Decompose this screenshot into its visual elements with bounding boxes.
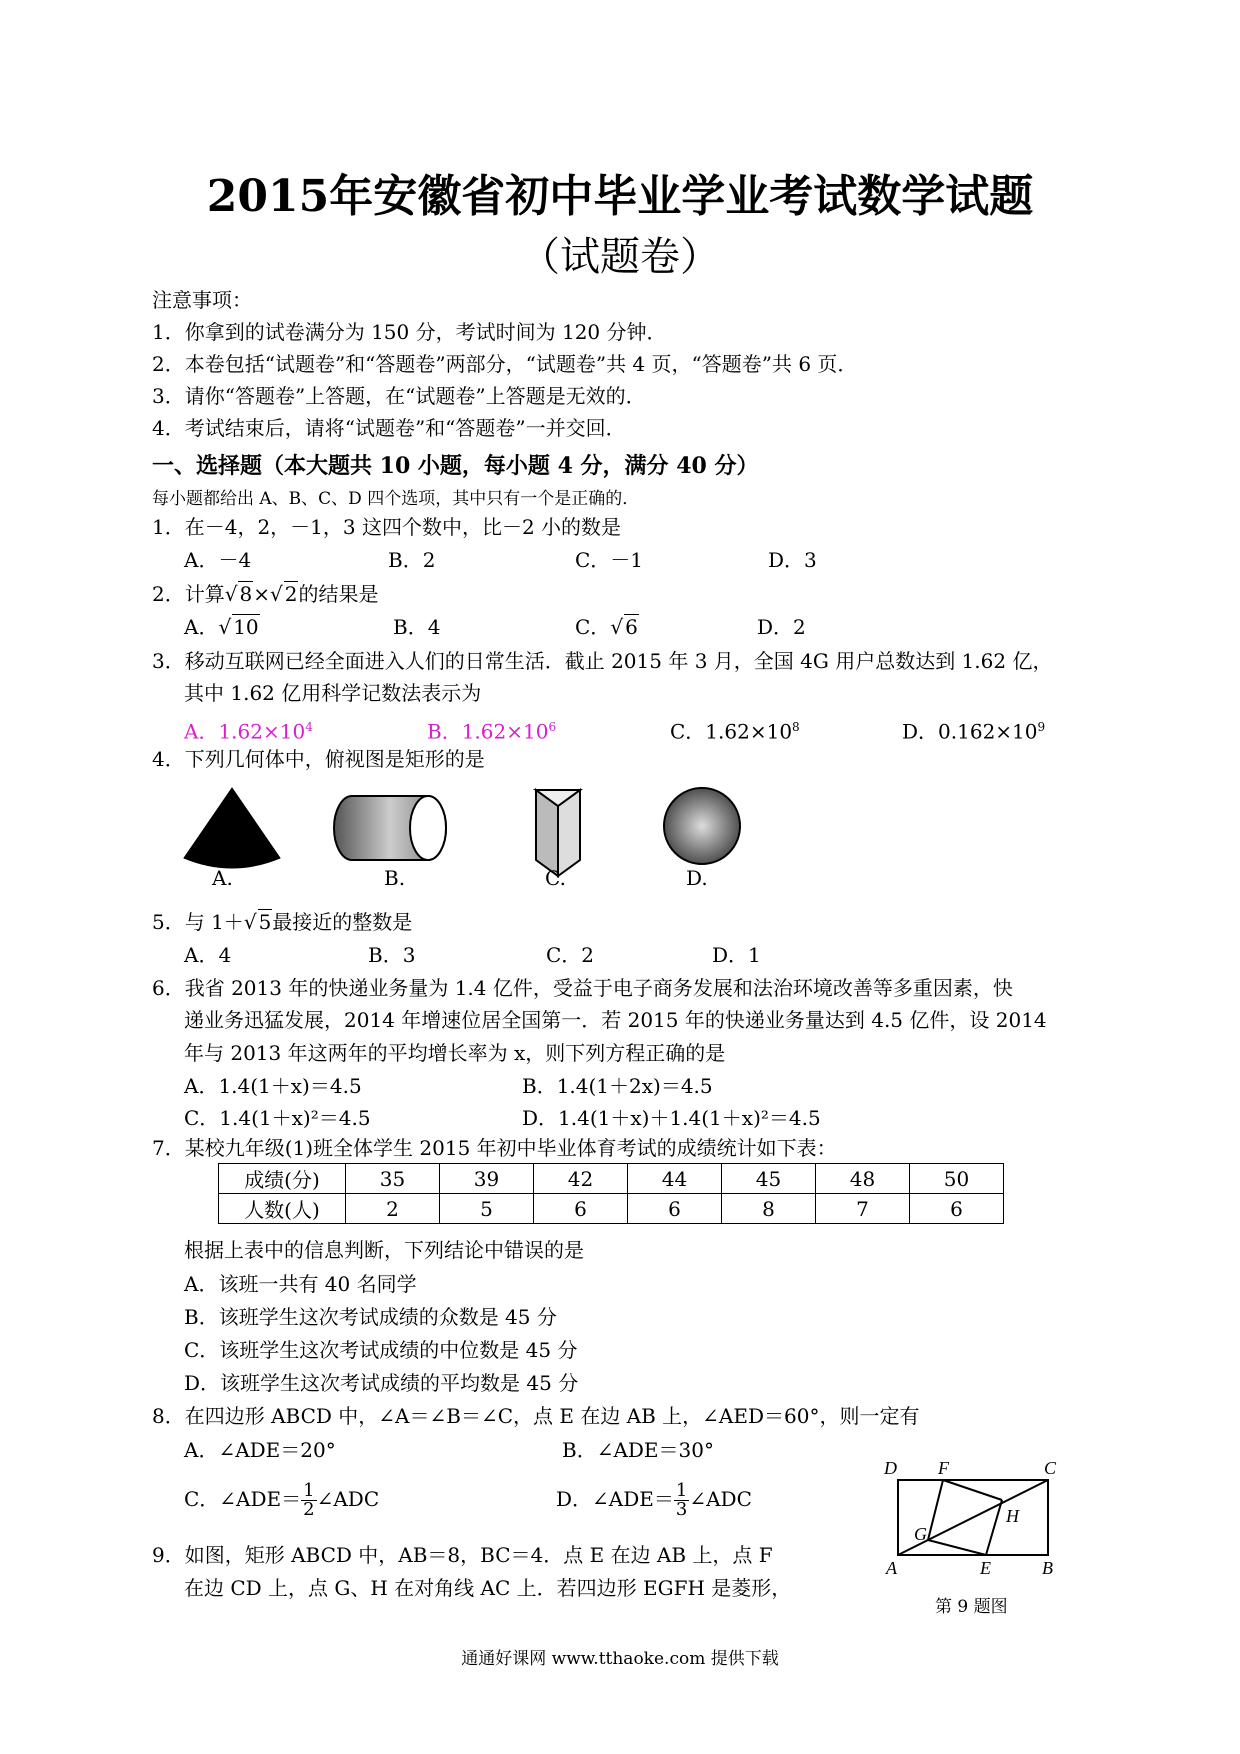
section-heading: 一、选择题（本大题共 10 小题，每小题 4 分，满分 40 分） [152, 453, 759, 479]
q5-option-d: D．1 [712, 943, 761, 967]
triangular-prism-shape [536, 790, 580, 876]
exam-subtitle: （试题卷） [520, 234, 720, 280]
table-cell: 50 [910, 1164, 1004, 1194]
table-cell: 5 [440, 1194, 534, 1224]
q1-option-a: A．－4 [184, 548, 252, 572]
q6-option-d: D．1.4(1＋x)＋1.4(1＋x)²＝4.5 [522, 1106, 821, 1130]
q4-label-c: C. [545, 866, 566, 890]
q8-option-c: C．∠ADE＝ $\frac{1}{2}$ ∠ADC [184, 1480, 380, 1520]
table-cell: 44 [628, 1164, 722, 1194]
table-cell: 人数(人) [219, 1194, 346, 1224]
table-row [219, 1194, 1004, 1224]
cylinder-shape [334, 796, 446, 860]
table-cell: 成绩(分) [219, 1164, 346, 1194]
section-note: 每小题都给出 A、B、C、D 四个选项，其中只有一个是正确的． [152, 489, 640, 509]
sphere-shape [664, 788, 740, 864]
q5-option-b: B．3 [368, 943, 416, 967]
q9-figure-caption: 第 9 题图 [935, 1597, 1008, 1617]
point-label-c: C [1044, 1460, 1057, 1478]
table-cell: 2 [346, 1194, 440, 1224]
q7-stem: 7．某校九年级(1)班全体学生 2015 年初中毕业体育考试的成绩统计如下表： [152, 1136, 837, 1160]
table-cell: 48 [816, 1164, 910, 1194]
point-label-d: D [884, 1460, 897, 1478]
table-cell: 6 [534, 1194, 628, 1224]
q3-option-a: A．$1.62\times 10^4$ [184, 719, 313, 744]
q8-stem: 8．在四边形 ABCD 中，∠A＝∠B＝∠C，点 E 在边 AB 上，∠AED＝60°，则一定有 [152, 1404, 920, 1428]
table-cell: 42 [534, 1164, 628, 1194]
q3-option-b: B．$1.62\times 10^6$ [427, 719, 557, 744]
table-cell: 39 [440, 1164, 534, 1194]
q1-option-b: B．2 [388, 548, 436, 572]
q8-option-d: D．∠ADE＝ $\frac{1}{3}$ ∠ADC [556, 1480, 752, 1520]
q2-stem: 2．计算√ 8×√ 2的结果是 [152, 582, 379, 606]
point-label-e: E [980, 1558, 991, 1578]
q1-option-c: C．－1 [575, 548, 644, 572]
q6-line2: 递业务迅猛发展，2014 年增速位居全国第一．若 2015 年的快递业务量达到 4.5 亿件，设 2014 [184, 1008, 1047, 1032]
segment-fg [928, 1480, 943, 1540]
q7-question: 根据上表中的信息判断，下列结论中错误的是 [184, 1238, 584, 1262]
q2-option-a: A．√ 10 [184, 615, 259, 639]
table-row [219, 1164, 1004, 1194]
q6-option-a: A．1.4(1＋x)＝4.5 [184, 1074, 362, 1098]
q6-option-c: C．1.4(1＋x)²＝4.5 [184, 1106, 371, 1130]
q5-stem: 5．与 1＋√ 5最接近的整数是 [152, 910, 413, 934]
q4-solids-figure [180, 782, 760, 882]
point-label-g: G [914, 1524, 927, 1544]
q7-option-a: A．该班一共有 40 名同学 [184, 1272, 417, 1296]
segment-ge [928, 1540, 986, 1555]
q9-line2: 在边 CD 上，点 G、H 在对角线 AC 上．若四边形 EGFH 是菱形， [184, 1576, 792, 1600]
q7-option-b: B．该班学生这次考试成绩的众数是 45 分 [184, 1305, 557, 1329]
q6-line1: 6．我省 2013 年的快递业务量为 1.4 亿件，受益于电子商务发展和法治环境改善等多重因素，快 [152, 976, 1013, 1000]
table-cell: 6 [628, 1194, 722, 1224]
q8-option-b: B．∠ADE＝30° [562, 1438, 714, 1462]
q1-option-d: D．3 [768, 548, 817, 572]
notice-item: 3．请你“答题卷”上答题，在“试题卷”上答题是无效的． [152, 384, 646, 408]
q9-line1: 9．如图，矩形 ABCD 中，AB＝8，BC＝4．点 E 在边 AB 上，点 F [152, 1543, 773, 1567]
point-label-h: H [1006, 1506, 1019, 1526]
q2-option-d: D．2 [757, 615, 806, 639]
table-cell: 7 [816, 1194, 910, 1224]
exam-title: 2015年安徽省初中毕业学业考试数学试题 [206, 171, 1034, 222]
q4-label-b: B. [384, 866, 406, 890]
q2-option-b: B．4 [393, 615, 441, 639]
table-cell: 6 [910, 1194, 1004, 1224]
q1-stem: 1．在－4，2，－1，3 这四个数中，比－2 小的数是 [152, 515, 622, 539]
q7-option-d: D．该班学生这次考试成绩的平均数是 45 分 [184, 1371, 579, 1395]
q4-label-d: D. [686, 866, 708, 890]
q2-option-c: C．√ 6 [575, 615, 638, 639]
q7-option-c: C．该班学生这次考试成绩的中位数是 45 分 [184, 1338, 578, 1362]
table-cell: 35 [346, 1164, 440, 1194]
notice-item: 1．你拿到的试卷满分为 150 分，考试时间为 120 分钟． [152, 320, 667, 344]
q4-stem: 4．下列几何体中，俯视图是矩形的是 [152, 747, 485, 771]
q3-line1: 3．移动互联网已经全面进入人们的日常生活．截止 2015 年 3 月，全国 4G 用户总数达到 1.62 亿， [152, 649, 1053, 673]
segment-hf [943, 1480, 1002, 1500]
point-label-f: F [938, 1460, 949, 1478]
q6-line3: 年与 2013 年这两年的平均增长率为 x，则下列方程正确的是 [184, 1041, 726, 1065]
score-table [218, 1163, 1004, 1224]
q4-label-a: A. [212, 866, 233, 890]
notice-item: 4．考试结束后，请将“试题卷”和“答题卷”一并交回． [152, 416, 626, 440]
segment-eh [986, 1500, 1002, 1555]
q5-option-a: A．4 [184, 943, 232, 967]
q3-option-d: D．$0.162\times 10^9$ [902, 719, 1046, 744]
point-label-a: A [886, 1558, 897, 1578]
q8-option-a: A．∠ADE＝20° [184, 1438, 336, 1462]
page-footer: 通通好课网 www.tthaoke.com 提供下载 [461, 1649, 779, 1669]
q9-rhombus-figure [880, 1460, 1070, 1595]
cone-shape [184, 788, 280, 868]
q3-line2: 其中 1.62 亿用科学记数法表示为 [184, 681, 482, 705]
q3-option-c: C．$1.62\times 10^8$ [670, 719, 800, 744]
notice-heading: 注意事项： [152, 288, 252, 312]
notice-item: 2．本卷包括“试题卷”和“答题卷”两部分，“试题卷”共 4 页，“答题卷”共 6 页． [152, 352, 858, 376]
table-cell: 8 [722, 1194, 816, 1224]
q5-option-c: C．2 [546, 943, 595, 967]
q6-option-b: B．1.4(1＋2x)＝4.5 [522, 1074, 713, 1098]
table-cell: 45 [722, 1164, 816, 1194]
point-label-b: B [1042, 1558, 1053, 1578]
